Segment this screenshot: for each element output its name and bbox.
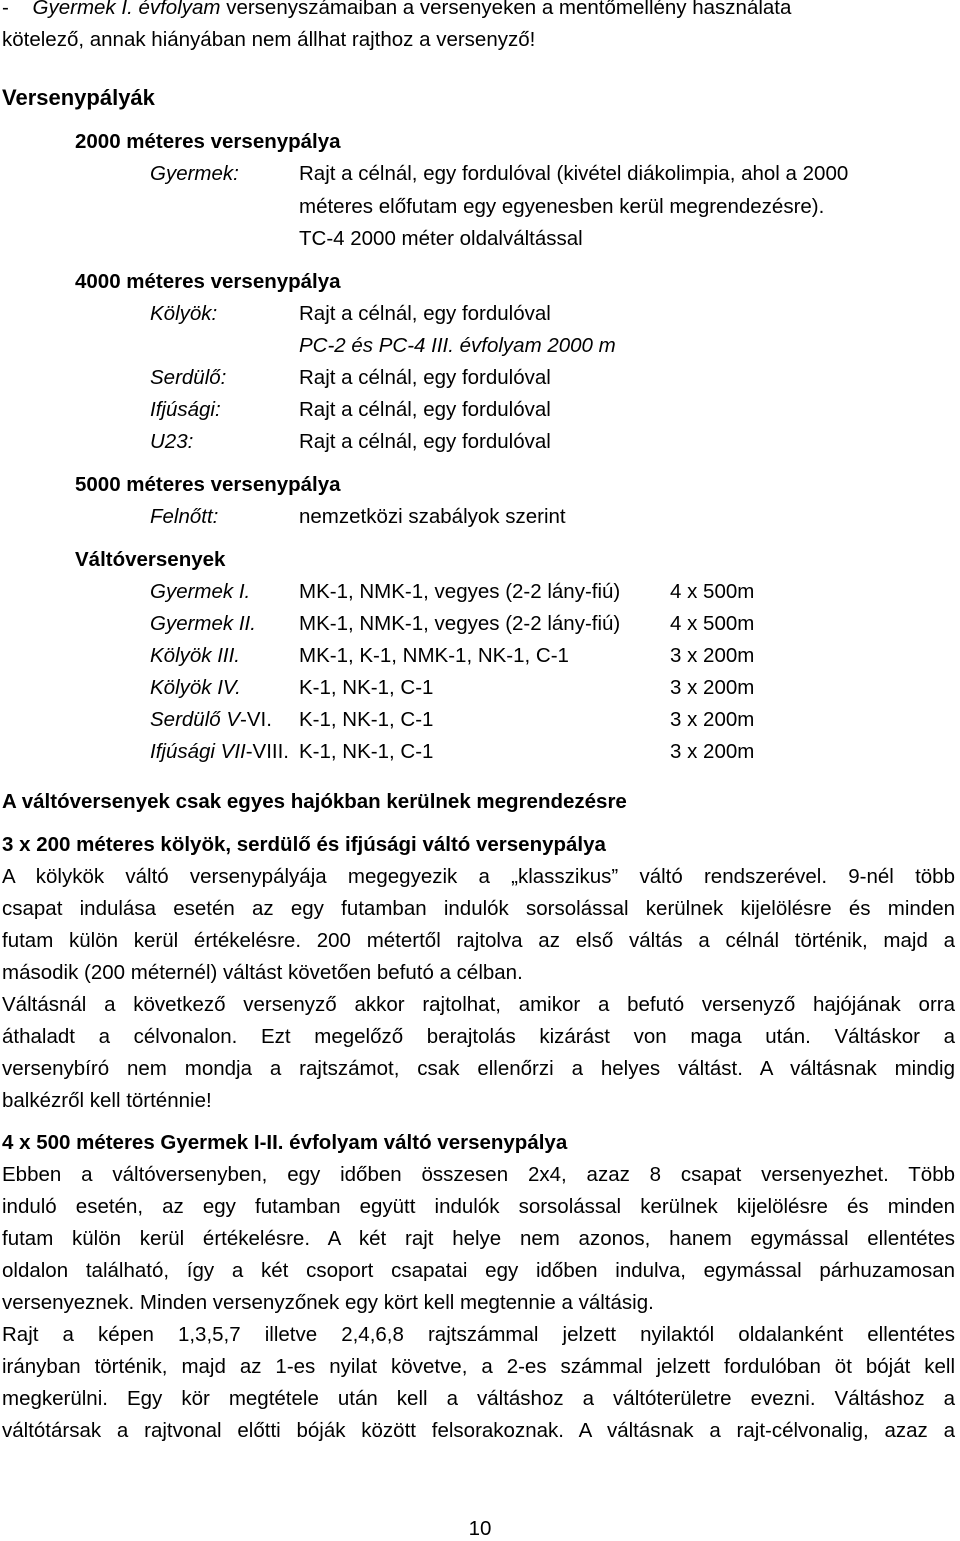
valto-boats: K-1, NK-1, C-1 — [299, 740, 434, 763]
p4000-text: Rajt a célnál, egy fordulóval — [299, 398, 551, 421]
intro-line-2: kötelező, annak hiányában nem állhat rajthoz a versenyző! — [2, 28, 536, 51]
p2000-gyermek-line2: méteres előfutam egy egyenesben kerül megrendezésre). — [299, 195, 825, 218]
valto-distance: 4 x 500m — [670, 612, 755, 635]
intro-rest: versenyszámaiban a versenyeken a mentőmellény használata — [220, 0, 792, 19]
valto-distance: 3 x 200m — [670, 708, 755, 731]
valto-category: Gyermek I. — [150, 580, 251, 603]
relay200-line: csapat indulása esetén az egy futamban indulók sorsolással kerülnek kijelölésre és minden — [2, 897, 955, 920]
intro-dash: - — [2, 0, 9, 19]
p2000-gyermek-line1: Rajt a célnál, egy fordulóval (kivétel diákolimpia, ahol a 2000 — [299, 162, 849, 185]
relay500-line: versenyeznek. Minden versenyzőnek egy kört kell megtennie a váltásig. — [2, 1291, 654, 1314]
relay500-line: irányban történik, majd az 1-es nyilat követve, a 2-es számmal jelzett fordulóban öt bóját kell — [2, 1355, 955, 1378]
valto-category: Kölyök III. — [150, 644, 241, 667]
relay500-line: megkerülni. Egy kör megtétele után kell a váltáshoz a váltóterületre evezni. Váltáshoz a — [2, 1387, 955, 1410]
valto-distance: 3 x 200m — [670, 740, 755, 763]
relay500-title: 4 x 500 méteres Gyermek I-II. évfolyam váltó versenypálya — [2, 1131, 568, 1154]
valto-distance: 4 x 500m — [670, 580, 755, 603]
relay500-line: oldalon található, így a két csoport csapatai egy időben indulva, egymással párhuzamosan — [2, 1259, 955, 1282]
valto-category: Kölyök IV. — [150, 676, 241, 699]
page-number: 10 — [468, 1517, 492, 1540]
p4000-label: U23: — [150, 430, 194, 453]
p4000-label: Serdülő: — [150, 366, 227, 389]
p4000-text: Rajt a célnál, egy fordulóval — [299, 430, 551, 453]
document-page: - Gyermek I. évfolyam versenyszámaiban a versenyeken a mentőmellény használata kötelező, annak hiányában nem állhat rajthoz a versenyző! Versenypályák 2000 méteres versenypálya Gyermek: Rajt a célnál, egy fordulóval (kivétel diákolimpia, ahol a 2000 méteres előfutam egy egyenesben kerül megrendezésre). TC-4 2000 méter oldalváltással 4000 méteres versenypálya Kölyök: Rajt a célnál, egy fordulóval PC-2 és PC-4 III. évfolyam 2000 m Serdülő: Rajt a célnál, egy fordulóval Ifjúsági: Rajt a célnál, egy fordulóval U23: Rajt a célnál, egy fordulóval 5000 méteres versenypálya Felnőtt: nemzetközi szabályok szerint Váltóversenyek Gyermek I. MK-1, NMK-1, vegyes (2-2 lány-fiú) 4 x 500m Gyermek II. MK-1, NMK-1, vegyes (2-2 lány-fiú) 4 x 500m Kölyök III. MK-1, K-1, NMK-1, NK-1, C-1 3 x 200m Kölyök IV. K-1, NK-1, C-1 3 x 200m Serdülő V-VI. K-1, NK-1, C-1 3 x 200m Ifjúsági VII-VIII. K-1, NK-1, C-1 3 x 200m A váltóversenyek csak egyes hajókban kerülnek megrendezésre 3 x 200 méteres kölyök, serdülő és ifjúsági váltó versenypálya A kölykök váltó versenypályája megegyezik a „klasszikus” váltó rendszerével. 9-nél több csapat indulása esetén az egy futamban indulók sorsolással kerülnek kijelölésre és minden futam külön kerül értékelésre. 200 métertől rajtolva az első váltás a célnál történik, majd a második (200 méternél) váltást követően befutó a célban. Váltásnál a következő versenyző akkor rajtolhat, amikor a befutó versenyző hajójának orra áthaladt a célvonalon. Ezt megelőző berajtolás kizárást von maga után. Váltáskor a versenybíró nem mondja a rajtszámot, csak ellenőrzi a helyes váltást. A váltásnak mindig balkézről kell történnie! 4 x 500 méteres Gyermek I-II. évfolyam váltó versenypálya Ebben a váltóversenyben, egy időben összesen 2x4, azaz 8 csapat versenyezhet. Több induló esetén, az egy futamban együtt indulók sorsolással kerülnek kijelölésre és minden futam külön kerül értékelésre. A két rajt helye nem azonos, hanem egymással ellentétes oldalon található, így a két csoport csapatai egy időben indulva, egymással párhuzamosan versenyeznek. Minden versenyzőnek egy kört kell megtennie a váltásig. Rajt a képen 1,3,5,7 illetve 2,4,6,8 rajtszámmal jelzett nyilaktól oldalanként ellentétes irányban történik, majd az 1-es nyilat követve, a 2-es számmal jelzett fordulóban öt bóját kell megkerülni. Egy kör megtétele után kell a váltáshoz a váltóterületre evezni. Váltáshoz a váltótársak a rajtvonal előtti bóják között felsorakoznak. A váltásnak a rajt-célvonalig, azaz a 10 — [0, 0, 960, 1539]
valto-heading: Váltóversenyek — [75, 548, 226, 571]
relay500-line: váltótársak a rajtvonal előtti bóják között felsorakoznak. A váltásnak a rajt-célvonalig, azaz a — [2, 1419, 955, 1442]
p2000-gyermek-label: Gyermek: — [150, 162, 239, 185]
relay200-line: balkézről kell történnie! — [2, 1089, 212, 1112]
valto-distance: 3 x 200m — [670, 644, 755, 667]
relay200-line: A kölykök váltó versenypályája megegyezik a „klasszikus” váltó rendszerével. 9-nél több — [2, 865, 955, 888]
valto-category: Ifjúsági VII — [150, 740, 246, 763]
valto-note: A váltóversenyek csak egyes hajókban kerülnek megrendezésre — [2, 790, 627, 813]
relay500-line: Ebben a váltóversenyben, egy időben összesen 2x4, azaz 8 csapat versenyezhet. Több — [2, 1163, 955, 1186]
relay200-title: 3 x 200 méteres kölyök, serdülő és ifjúsági váltó versenypálya — [2, 833, 606, 856]
relay200-line: Váltásnál a következő versenyző akkor rajtolhat, amikor a befutó versenyző hajójának orra — [2, 993, 955, 1016]
intro-line-1 — [2, 0, 791, 20]
p5000-label: Felnőtt: — [150, 505, 219, 528]
intro-italic: Gyermek I. évfolyam — [32, 0, 221, 19]
relay500-line: Rajt a képen 1,3,5,7 illetve 2,4,6,8 rajtszámmal jelzett nyilaktól oldalanként ellentétes — [2, 1323, 955, 1346]
relay200-line: második (200 méternél) váltást követően befutó a célban. — [2, 961, 523, 984]
valto-boats: K-1, NK-1, C-1 — [299, 676, 434, 699]
p5000-text: nemzetközi szabályok szerint — [299, 505, 566, 528]
valto-distance: 3 x 200m — [670, 676, 755, 699]
valto-boats: MK-1, NMK-1, vegyes (2-2 lány-fiú) — [299, 580, 621, 603]
relay200-line: versenybíró nem mondja a rajtszámot, csak ellenőrzi a helyes váltást. A váltásnak mindig — [2, 1057, 955, 1080]
valto-category: Gyermek II. — [150, 612, 256, 635]
p5000-title: 5000 méteres versenypálya — [75, 473, 341, 496]
p4000-title: 4000 méteres versenypálya — [75, 270, 341, 293]
valto-boats: K-1, NK-1, C-1 — [299, 708, 434, 731]
p4000-text: Rajt a célnál, egy fordulóval — [299, 366, 551, 389]
p4000-label: Ifjúsági: — [150, 398, 221, 421]
p2000-title: 2000 méteres versenypálya — [75, 130, 341, 153]
relay200-line: áthaladt a célvonalon. Ezt megelőző berajtolás kizárást von maga után. Váltáskor a — [2, 1025, 955, 1048]
valto-boats: MK-1, K-1, NMK-1, NK-1, C-1 — [299, 644, 569, 667]
p4000-label: Kölyök: — [150, 302, 218, 325]
relay500-line: induló esetén, az egy futamban együtt indulók sorsolással kerülnek kijelölésre és minden — [2, 1195, 955, 1218]
valto-category: Serdülő V — [150, 708, 241, 731]
section-heading-versenypalyak: Versenypályák — [2, 85, 155, 110]
valto-boats: MK-1, NMK-1, vegyes (2-2 lány-fiú) — [299, 612, 621, 635]
p2000-gyermek-line3: TC-4 2000 méter oldalváltással — [299, 227, 583, 250]
p4000-text: Rajt a célnál, egy fordulóval — [299, 302, 551, 325]
relay500-line: futam külön kerül értékelésre. A két rajt helye nem azonos, hanem egymással ellentétes — [2, 1227, 955, 1250]
relay200-line: futam külön kerül értékelésre. 200 métertől rajtolva az első váltás a célnál történik, majd a — [2, 929, 955, 952]
p4000-text: PC-2 és PC-4 III. évfolyam 2000 m — [299, 334, 616, 357]
